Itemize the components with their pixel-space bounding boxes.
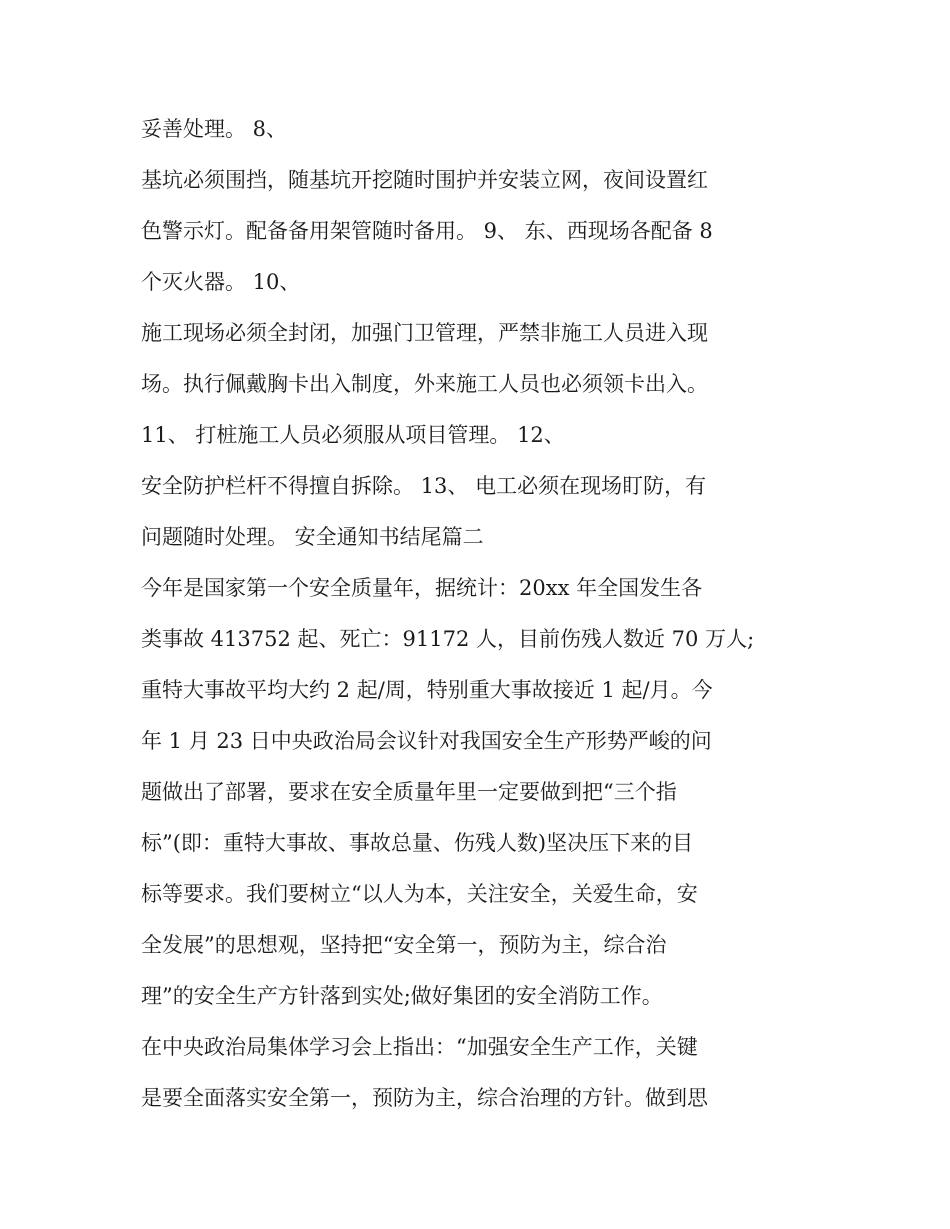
text-line: 标”(即：重特大事故、事故总量、伤残人数)坚决压下来的目	[141, 831, 694, 855]
text-line: 是要全面落实安全第一，预防为主，综合治理的方针。做到思	[141, 1086, 708, 1110]
text-line: 问题随时处理。 安全通知书结尾篇二	[141, 525, 484, 549]
text-line: 标等要求。我们要树立“以人为本，关注安全，关爱生命，安	[141, 882, 698, 906]
text-line: 个灭火器。 10、	[141, 270, 301, 294]
text-line: 理”的安全生产方针落到实处;做好集团的安全消防工作。	[141, 984, 663, 1008]
text-line: 场。执行佩戴胸卡出入制度，外来施工人员也必须领卡出入。	[141, 372, 708, 396]
text-line: 重特大事故平均大约 2 起/周，特别重大事故接近 1 起/月。今	[141, 678, 713, 702]
text-line: 全发展”的思想观，坚持把“安全第一，预防为主，综合治	[141, 933, 667, 957]
text-line: 基坑必须围挡，随基坑开挖随时围护并安装立网，夜间设置红	[141, 168, 708, 192]
text-line: 类事故 413752 起、死亡：91172 人，目前伤残人数近 70 万人;	[141, 627, 755, 651]
text-line: 安全防护栏杆不得擅自拆除。 13、 电工必须在现场盯防，有	[141, 474, 707, 498]
text-line: 在中央政治局集体学习会上指出：“加强安全生产工作，关键	[141, 1035, 698, 1059]
text-line: 色警示灯。配备备用架管随时备用。 9、 东、西现场各配备 8	[141, 219, 713, 243]
text-line: 施工现场必须全封闭，加强门卫管理，严禁非施工人员进入现	[141, 321, 708, 345]
text-line: 妥善处理。 8、	[141, 117, 288, 141]
text-line: 题做出了部署，要求在安全质量年里一定要做到把“三个指	[141, 780, 677, 804]
text-line: 今年是国家第一个安全质量年，据统计：20xx 年全国发生各	[141, 576, 703, 600]
body-text	[141, 104, 831, 1124]
text-line: 年 1 月 23 日中央政治局会议针对我国安全生产形势严峻的问	[141, 729, 712, 753]
text-line: 11、 打桩施工人员必须服从项目管理。 12、	[141, 423, 565, 447]
